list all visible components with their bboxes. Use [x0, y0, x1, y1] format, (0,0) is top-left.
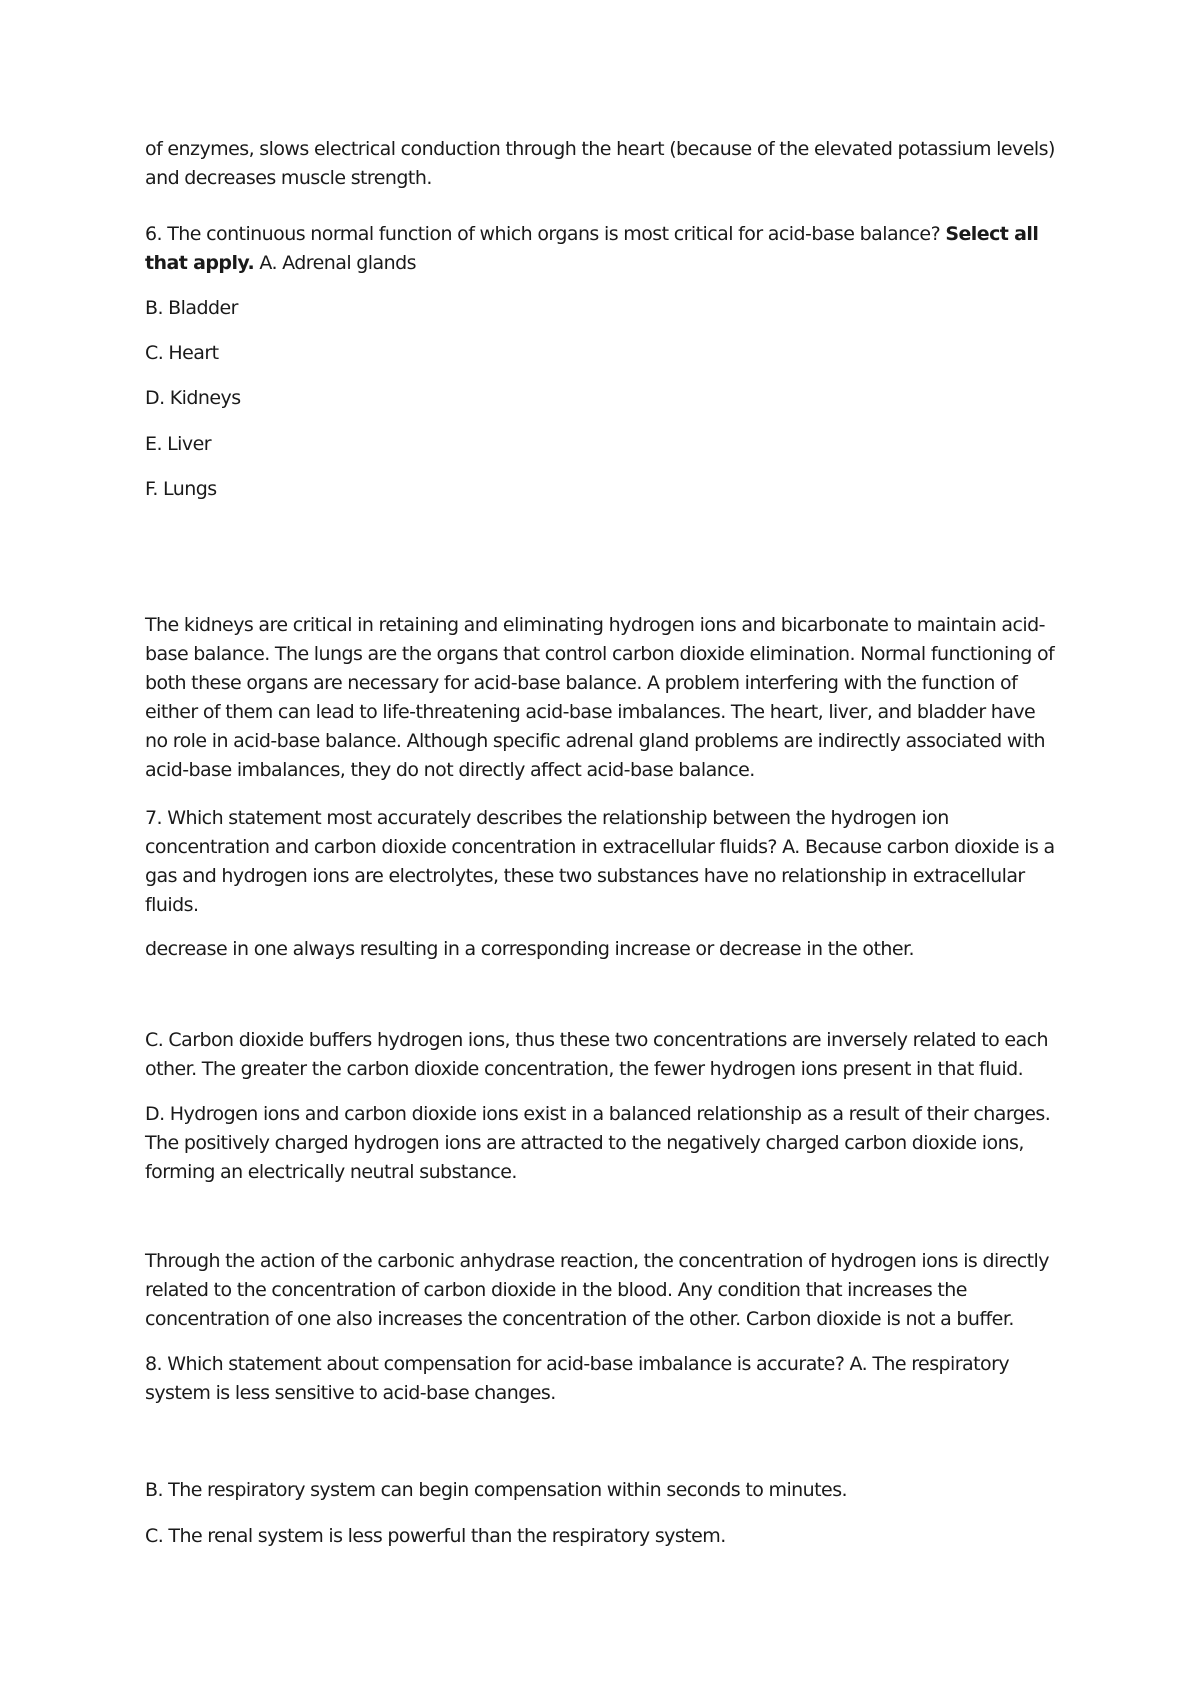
question-6-stem [145, 220, 1055, 278]
question-6-option-a: A. Adrenal glands [259, 252, 416, 274]
question-8-stem: 8. Which statement about compensation for acid-base imbalance is accurate? A. The respiratory system is less sensitive to acid-base changes. [145, 1353, 1010, 1404]
question-7-option-b-fragment: decrease in one always resulting in a corresponding increase or decrease in the other. [145, 938, 914, 960]
question-6-option-f: F. Lungs [145, 478, 217, 500]
question-7-option-d: D. Hydrogen ions and carbon dioxide ions exist in a balanced relationship as a result of their charges. The positively charged hydrogen ions are attracted to the negatively charged carbon dioxide ions, forming an electrically neutral substance. [145, 1103, 1051, 1183]
question-7-stem: 7. Which statement most accurately describes the relationship between the hydrogen ion concentration and carbon dioxide concentration in extracellular fluids? A. Because carbon dioxide is a gas and hydrogen ions are electrolytes, these two substances have no relationship in extracellular fluids. [145, 807, 1055, 916]
question-6-option-d: D. Kidneys [145, 387, 241, 409]
question-6-text: 6. The continuous normal function of which organs is most critical for acid-base balance? [145, 223, 941, 245]
question-7-option-c: C. Carbon dioxide buffers hydrogen ions, thus these two concentrations are inversely related to each other. The greater the carbon dioxide concentration, the fewer hydrogen ions present in that fluid. [145, 1029, 1048, 1080]
select-all-instruction: Select all that apply. [145, 223, 1039, 274]
question-6-option-c: C. Heart [145, 342, 219, 364]
question-6-option-b: B. Bladder [145, 297, 238, 319]
paragraph-continuation: of enzymes, slows electrical conduction through the heart (because of the elevated potassium levels) and decreases muscle strength. [145, 138, 1055, 189]
question-6-rationale: The kidneys are critical in retaining and eliminating hydrogen ions and bicarbonate to maintain acid-base balance. The lungs are the organs that control carbon dioxide elimination. Normal functioning of both these organs are necessary for acid-base balance. A problem interfering with the function of either of them can lead to life-threatening acid-base imbalances. The heart, liver, and bladder have no role in acid-base balance. Although specific adrenal gland problems are indirectly associated with acid-base imbalances, they do not directly affect acid-base balance. [145, 614, 1055, 781]
question-7-rationale: Through the action of the carbonic anhydrase reaction, the concentration of hydrogen ions is directly related to the concentration of carbon dioxide in the blood. Any condition that increases the concentration of one also increases the concentration of the other. Carbon dioxide is not a buffer. [145, 1250, 1049, 1330]
question-8-option-c: C. The renal system is less powerful than the respiratory system. [145, 1525, 726, 1547]
question-6-option-e: E. Liver [145, 433, 211, 455]
question-8-option-b: B. The respiratory system can begin compensation within seconds to minutes. [145, 1479, 848, 1501]
